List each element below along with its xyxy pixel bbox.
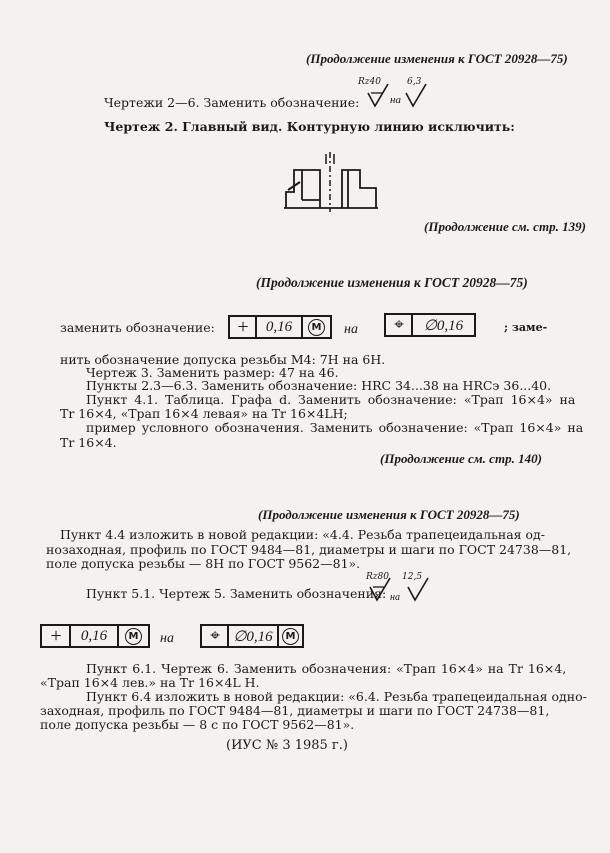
na-word-3: на xyxy=(390,592,400,603)
frame1-mod: M xyxy=(308,319,325,336)
frame3-mod: M xyxy=(125,628,142,645)
roughness-label-1: Rz40 xyxy=(358,77,381,87)
frame4-mod: M xyxy=(282,628,299,645)
section3-line-c3: заходная, профиль по ГОСТ 9484—81, диаметры и шаги по ГОСТ 24738—81, xyxy=(40,703,550,718)
tolerance-frame-4 xyxy=(200,624,304,648)
section3-line-c1: «Трап 16×4 лев.» на Тr 16×4L H. xyxy=(40,675,260,690)
tolerance-frame-1 xyxy=(228,315,332,339)
frame3-value: 0,16 xyxy=(80,627,108,644)
section3-line-a1: нозаходная, профиль по ГОСТ 9484—81, диаметры и шаги по ГОСТ 24738—81, xyxy=(46,542,572,557)
section2-line-1: Чертеж 3. Заменить размер: 47 на 46. xyxy=(86,365,339,380)
na-word-2: на xyxy=(344,322,358,337)
roughness-label-4: 12,5 xyxy=(402,572,423,582)
section1-line1: Чертежи 2—6. Заменить обозначение: xyxy=(104,95,360,110)
frame2-sign: ⌖ xyxy=(394,315,404,335)
replace-label: заменить обозначение: xyxy=(60,320,215,335)
section2-line-0: нить обозначение допуска резьбы М4: 7Н на 6Н. xyxy=(60,352,386,367)
section3-header: (Продолжение изменения к ГОСТ 20928—75) xyxy=(258,507,520,522)
frame1-sign: + xyxy=(237,315,249,338)
section3-line-c2: Пункт 6.4 изложить в новой редакции: «6.4. Резьба трапецеидальная одно- xyxy=(86,689,587,704)
tolerance-frame-2 xyxy=(384,313,476,337)
drawing-profile xyxy=(284,152,380,212)
frame4-value: ∅0,16 xyxy=(233,628,273,645)
section2-footer: (Продолжение см. стр. 140) xyxy=(380,451,542,466)
section3-line-a2: поле допуска резьбы — 8Н по ГОСТ 9562—81». xyxy=(46,556,361,571)
source-note: (ИУС № 3 1985 г.) xyxy=(226,738,348,753)
frame4-sign: ⌖ xyxy=(210,626,220,646)
na-word-4: на xyxy=(160,631,174,646)
section2-line-5: пример условного обозначения. Заменить обозначение: «Трап 16×4» на xyxy=(86,420,584,435)
frame3-sign: + xyxy=(50,624,62,647)
section3-line-a0: Пункт 4.4 изложить в новой редакции: «4.4. Резьба трапецеидальная од- xyxy=(60,527,545,542)
tolerance-frame-3 xyxy=(40,624,150,648)
roughness-label-3: Rz80 xyxy=(366,572,389,582)
section1-line2: Чертеж 2. Главный вид. Контурную линию исключить: xyxy=(104,119,515,134)
replace-tail: ; заме- xyxy=(504,321,548,334)
section2-line-3: Пункт 4.1. Таблица. Графа d. Заменить обозначение: «Трап 16×4» на xyxy=(86,392,576,407)
section2-line-4: Тr 16×4, «Трап 16×4 левая» на Тr 16×4LH; xyxy=(60,406,348,421)
roughness-symbol-4 xyxy=(408,582,430,604)
roughness-label-2: 6,3 xyxy=(407,77,422,87)
section2-line-2: Пункты 2.3—6.3. Заменить обозначение: HRC 34...38 на HRCэ 36...40. xyxy=(86,378,552,393)
roughness-symbol-1 xyxy=(368,88,390,110)
section3-line-c4: поле допуска резьбы — 8 с по ГОСТ 9562—81». xyxy=(40,717,355,732)
na-word-1: на xyxy=(390,94,401,106)
section3-line-b: Пункт 5.1. Чертеж 5. Заменить обозначения: xyxy=(86,586,387,601)
roughness-symbol-2 xyxy=(406,88,428,110)
frame2-value: ∅0,16 xyxy=(423,317,464,334)
section2-line-6: Тr 16×4. xyxy=(60,435,117,450)
section3-line-c0: Пункт 6.1. Чертеж 6. Заменить обозначения: «Трап 16×4» на Тr 16×4, xyxy=(86,661,567,676)
roughness-symbol-3 xyxy=(370,582,392,604)
frame1-value: 0,16 xyxy=(265,318,293,335)
section2-header: (Продолжение изменения к ГОСТ 20928—75) xyxy=(256,275,528,290)
section1-footer: (Продолжение см. стр. 139) xyxy=(424,219,586,234)
section1-header: (Продолжение изменения к ГОСТ 20928—75) xyxy=(306,51,568,66)
